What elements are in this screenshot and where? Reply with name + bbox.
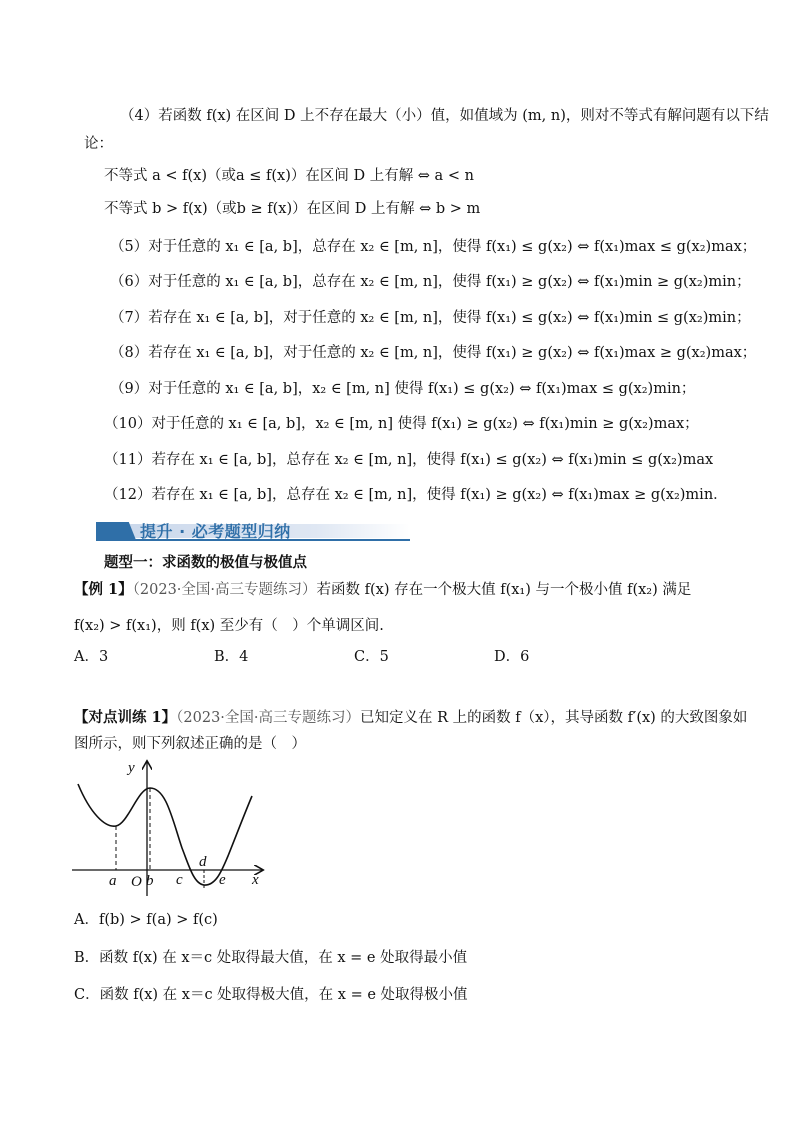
conclusion-4-line1: （4）若函数 f(x) 在区间 D 上不存在最大（小）值，如值域为 (m, n)，则对不等式有解问题有以下结: [120, 108, 769, 124]
conclusion-4-line2: 论：: [84, 136, 113, 152]
section-banner: [96, 518, 410, 544]
label-o: O: [131, 874, 142, 890]
label-x: x: [252, 872, 259, 888]
label-c: c: [176, 872, 183, 888]
label-d: d: [199, 854, 207, 870]
example1-option-c: C．5: [354, 649, 389, 665]
inequality-2: 不等式 b > f(x)（或b ≥ f(x)）在区间 D 上有解 ⇔ b > m: [104, 201, 481, 217]
conclusion-7: （7）若存在 x₁ ∈ [a, b]，对于任意的 x₂ ∈ [m, n]，使得 f(x₁) ≤ g(x₂) ⇔ f(x₁)min ≤ g(x₂)min；: [110, 310, 751, 326]
example1-line1: [74, 580, 691, 600]
banner-label: 提升 · 必考题型归纳: [140, 522, 291, 541]
type1-title: 题型一：求函数的极值与极值点: [104, 554, 307, 571]
example1-option-d: D．6: [494, 649, 530, 665]
drill1-tag: 【对点训练 1】: [74, 709, 177, 726]
conclusion-10: （10）对于任意的 x₁ ∈ [a, b]，x₂ ∈ [m, n] 使得 f(x₁) ≥ g(x₂) ⇔ f(x₁)min ≥ g(x₂)max；: [104, 416, 699, 432]
conclusion-8: （8）若存在 x₁ ∈ [a, b]，对于任意的 x₂ ∈ [m, n]，使得 f(x₁) ≥ g(x₂) ⇔ f(x₁)max ≥ g(x₂)max；: [110, 345, 757, 361]
conclusion-11: （11）若存在 x₁ ∈ [a, b]，总存在 x₂ ∈ [m, n]，使得 f(x₁) ≤ g(x₂) ⇔ f(x₁)min ≤ g(x₂)max: [104, 452, 714, 468]
label-a: a: [109, 873, 117, 889]
drill1-option-b: B．函数 f(x) 在 x＝c 处取得最大值，在 x = e 处取得最小值: [74, 950, 468, 966]
label-b: b: [146, 873, 154, 889]
drill1-source: （2023·全国·高三专题练习）: [176, 710, 361, 726]
conclusion-12: （12）若存在 x₁ ∈ [a, b]，总存在 x₂ ∈ [m, n]，使得 f(x₁) ≥ g(x₂) ⇔ f(x₁)max ≥ g(x₂)min．: [104, 487, 728, 503]
example1-line2: f(x₂) > f(x₁)，则 f(x) 至少有（ ）个单调区间.: [74, 618, 384, 634]
inequality-1: 不等式 a < f(x)（或a ≤ f(x)）在区间 D 上有解 ⇔ a < n: [104, 168, 474, 184]
derivative-graph: [70, 758, 270, 898]
example1-option-a: A．3: [74, 649, 109, 665]
label-e: e: [219, 872, 226, 888]
conclusion-6: （6）对于任意的 x₁ ∈ [a, b]，总存在 x₂ ∈ [m, n]，使得 f(x₁) ≥ g(x₂) ⇔ f(x₁)min ≥ g(x₂)min；: [110, 274, 751, 290]
drill1-line1: [74, 708, 747, 728]
drill1-option-c: C．函数 f(x) 在 x＝c 处取得极大值，在 x = e 处取得极小值: [74, 987, 468, 1003]
example1-text1: 若函数 f(x) 存在一个极大值 f(x₁) 与一个极小值 f(x₂) 满足: [316, 582, 692, 598]
example1-source: （2023·全国·高三专题练习）: [132, 582, 317, 598]
conclusion-9: （9）对于任意的 x₁ ∈ [a, b]，x₂ ∈ [m, n] 使得 f(x₁) ≤ g(x₂) ⇔ f(x₁)max ≤ g(x₂)min；: [110, 381, 696, 397]
drill1-option-a: A．f(b) > f(a) > f(c): [74, 912, 218, 928]
conclusion-5: （5）对于任意的 x₁ ∈ [a, b]，总存在 x₂ ∈ [m, n]，使得 f(x₁) ≤ g(x₂) ⇔ f(x₁)max ≤ g(x₂)max；: [110, 239, 757, 255]
drill1-text1: 已知定义在 R 上的函数 f（x），其导函数 f′(x) 的大致图象如: [360, 710, 748, 726]
drill1-line2: 图所示，则下列叙述正确的是（ ）: [74, 736, 306, 752]
label-y: y: [128, 760, 135, 776]
example1-tag: 【例 1】: [74, 581, 133, 598]
example1-option-b: B．4: [214, 649, 249, 665]
